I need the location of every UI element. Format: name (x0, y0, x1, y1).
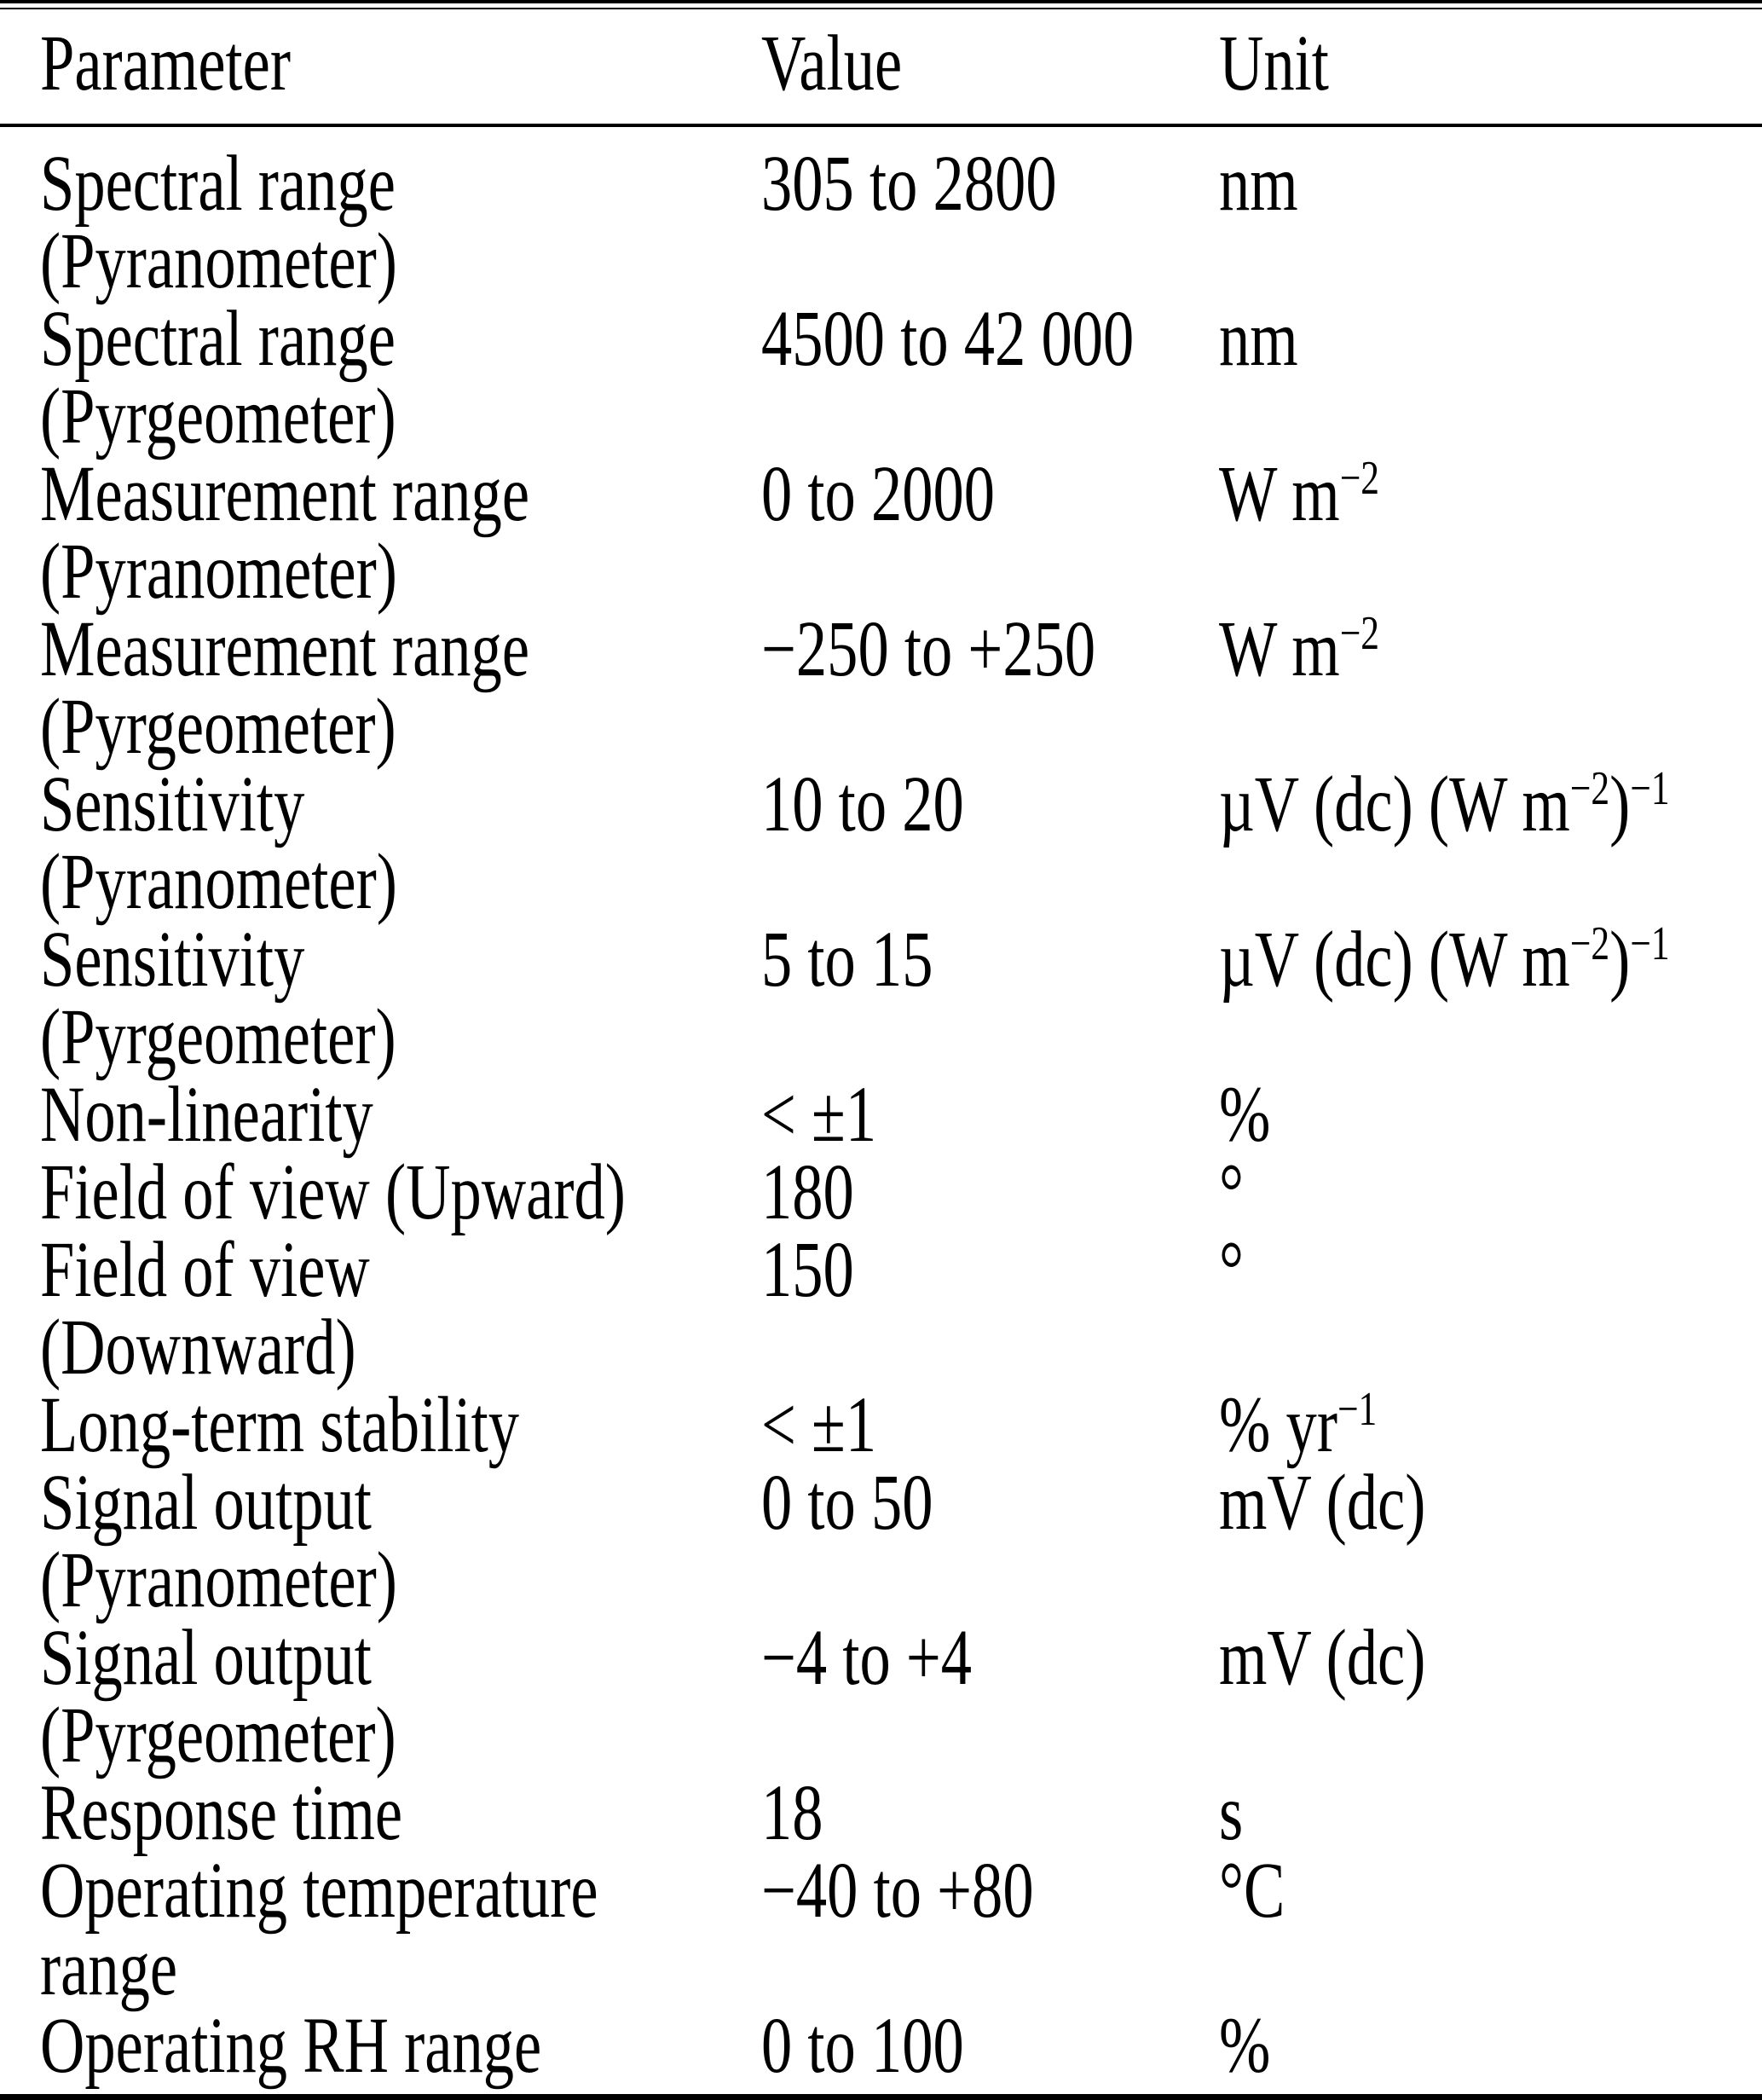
value-cell: −250 to +250 (761, 605, 1096, 693)
spec-row (0, 2002, 1762, 2090)
unit-cell: s (1219, 1769, 1244, 1857)
value-cell: 18 (761, 1769, 823, 1857)
unit-cell: °C (1219, 1847, 1285, 1935)
unit-cell: nm (1219, 295, 1298, 383)
unit-cell: % $yr^{-1}$ (1219, 1381, 1378, 1469)
bottom-rule (0, 2094, 1762, 2100)
value-cell: < ±1 (761, 1071, 877, 1159)
superscript: −2 (1569, 762, 1610, 816)
table-body (0, 127, 1762, 2090)
unit-cell: mV (dc) (1219, 1459, 1426, 1547)
unit-cell: µV (dc) (W $m^{-2})^{-1}$ (1219, 916, 1670, 1004)
value-cell: −4 to +4 (761, 1614, 973, 1702)
parameter-cell: Non-linearity (40, 1071, 373, 1159)
spec-row (0, 1071, 1762, 1159)
column-header-value (761, 20, 1219, 107)
column-header-value-label: Value (761, 20, 903, 107)
superscript: −1 (1630, 762, 1670, 816)
superscript: −1 (1337, 1383, 1378, 1437)
column-header-parameter (40, 20, 761, 107)
superscript: −1 (1630, 917, 1670, 971)
parameter-cell: Field of view (Upward) (40, 1148, 626, 1236)
column-header-unit-label: Unit (1219, 20, 1329, 107)
parameter-cell: Operating temperature range (40, 1847, 598, 2012)
unit-cell: % (1219, 2002, 1271, 2090)
parameter-cell: Long-term stability (40, 1381, 520, 1469)
unit-cell: ° (1219, 1226, 1245, 1314)
value-cell: 0 to 50 (761, 1459, 933, 1547)
spec-row (0, 1769, 1762, 1857)
column-header-unit (1219, 20, 1753, 107)
value-cell: 0 to 2000 (761, 450, 996, 538)
spec-row (0, 1459, 1762, 1624)
unit-cell: nm (1219, 140, 1298, 228)
parameter-cell: Measurement range (Pyrgeometer) (40, 605, 530, 771)
column-header-parameter-label: Parameter (40, 20, 292, 107)
spec-row (0, 140, 1762, 305)
parameter-cell: Spectral range (Pyrgeometer) (40, 295, 396, 460)
parameter-cell: Signal output (Pyrgeometer) (40, 1614, 396, 1779)
parameter-cell: Field of view (Downward) (40, 1226, 370, 1391)
unit-cell: W $m^{-2}$ (1219, 605, 1380, 693)
parameter-cell: Measurement range (Pyranometer) (40, 450, 530, 616)
superscript: −2 (1339, 607, 1380, 661)
value-cell: −40 to +80 (761, 1847, 1034, 1935)
unit-cell: % (1219, 1071, 1271, 1159)
parameter-cell: Spectral range (Pyranometer) (40, 140, 397, 305)
value-cell: 180 (761, 1148, 854, 1236)
table-header-row (0, 9, 1762, 107)
superscript: −2 (1339, 452, 1380, 506)
unit-cell: µV (dc) (W $m^{-2})^{-1}$ (1219, 761, 1670, 848)
value-cell: 305 to 2800 (761, 140, 1057, 228)
spec-row (0, 916, 1762, 1081)
spec-row (0, 1148, 1762, 1236)
spec-row (0, 450, 1762, 616)
spec-row (0, 1614, 1762, 1779)
value-cell: < ±1 (761, 1381, 877, 1469)
value-cell: 4500 to 42 000 (761, 295, 1135, 383)
value-cell: 5 to 15 (761, 916, 933, 1004)
parameter-cell: Response time (40, 1769, 403, 1857)
parameter-cell: Sensitivity (Pyrgeometer) (40, 916, 396, 1081)
spec-row (0, 295, 1762, 460)
unit-cell: W $m^{-2}$ (1219, 450, 1380, 538)
parameter-cell: Operating RH range (40, 2002, 542, 2090)
spec-row (0, 1847, 1762, 2012)
value-cell: 0 to 100 (761, 2002, 964, 2090)
spec-row (0, 1226, 1762, 1391)
spec-row (0, 1381, 1762, 1469)
parameter-cell: Sensitivity (Pyranometer) (40, 761, 397, 926)
spec-row (0, 605, 1762, 771)
unit-cell: ° (1219, 1148, 1245, 1236)
value-cell: 150 (761, 1226, 854, 1314)
spec-row (0, 761, 1762, 926)
value-cell: 10 to 20 (761, 761, 964, 848)
superscript: −2 (1569, 917, 1610, 971)
unit-cell: mV (dc) (1219, 1614, 1426, 1702)
parameter-cell: Signal output (Pyranometer) (40, 1459, 397, 1624)
